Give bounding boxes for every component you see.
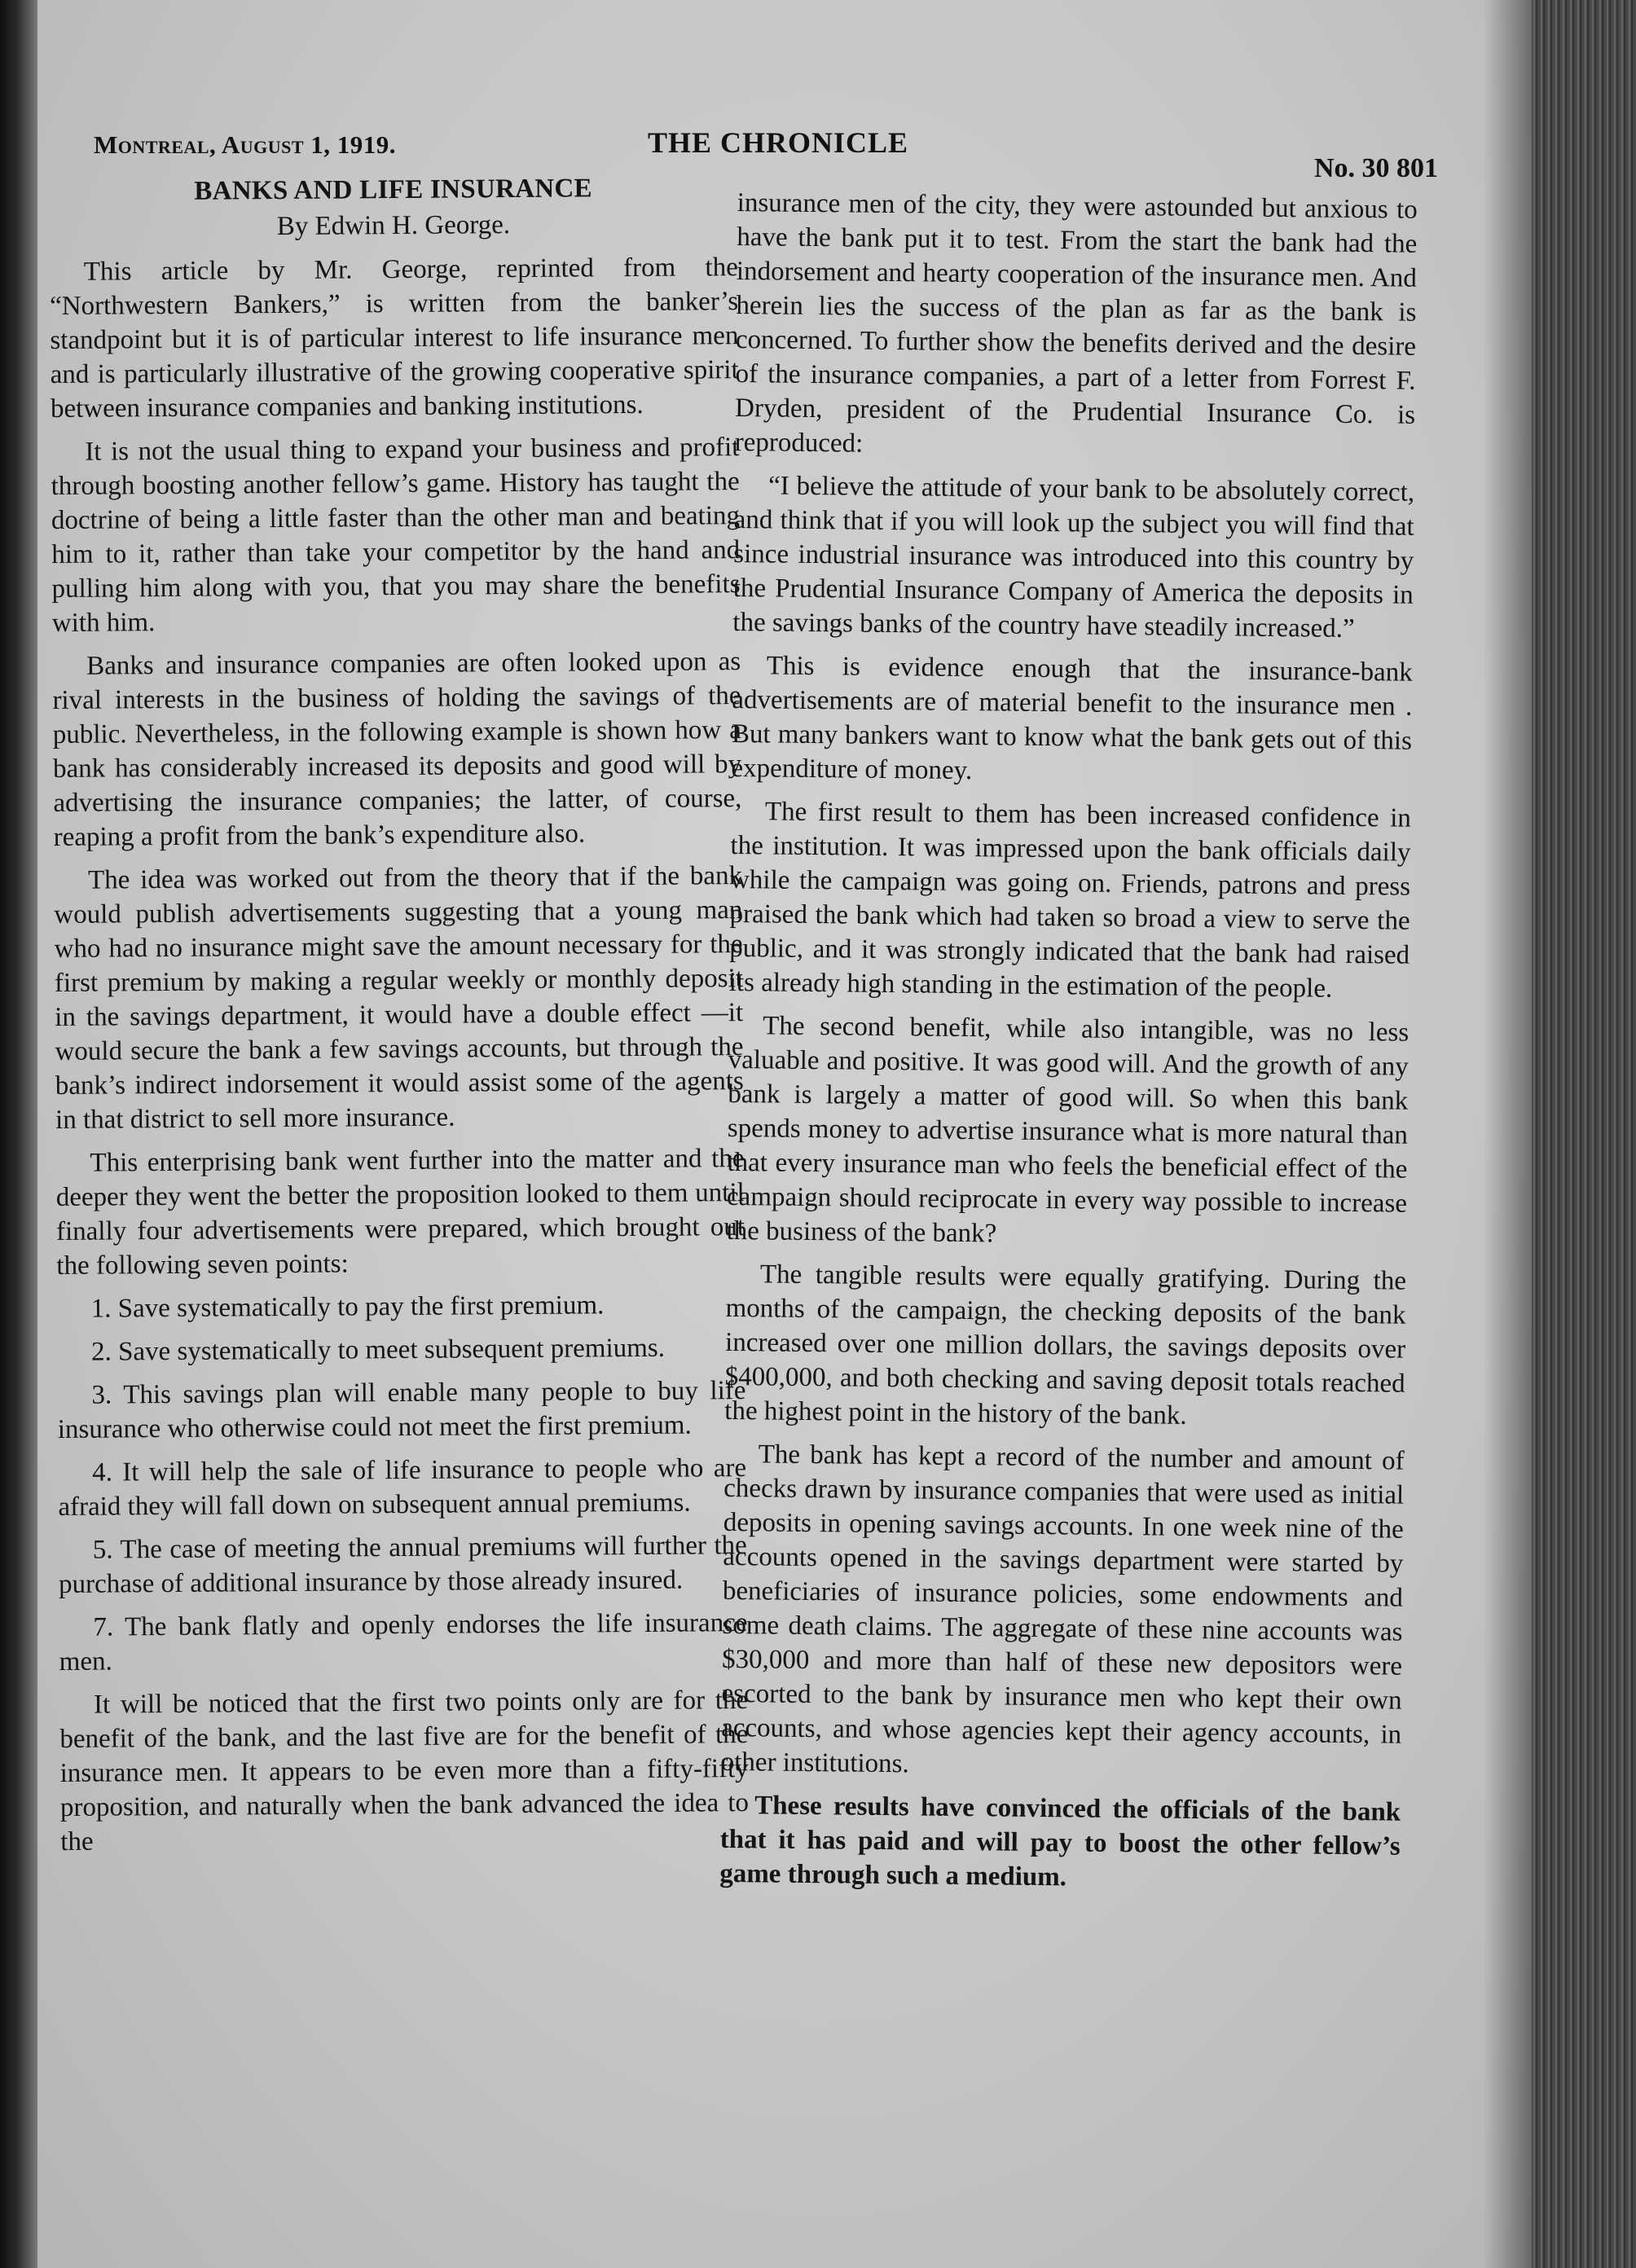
- paragraph-continued: insurance men of the city, they were astounded but anxious to have the bank put it to test. From the start the bank had the indorsement and hearty cooperation of the insurance men. And herein lies the success of the plan as far as the bank is concerned. To further show the benefits derived and the desire of the insurance companies, a part of a letter from Forrest F. Dryden, president of the Prudential Insurance Co. is reproduced:: [734, 187, 1418, 459]
- paragraph: Banks and insurance companies are often looked upon as rival interests in the business of holding the savings of the public. Nevertheless, in the following example is shown how a bank has considerably increased its deposits and good will by advertising the insurance companies; the latter, of course, reaping a profit from the bank’s expenditure also.: [52, 647, 742, 852]
- list-item: 1. Save systematically to pay the first premium.: [90, 1290, 605, 1324]
- list-item: 2. Save systematically to meet subsequent premiums.: [90, 1333, 666, 1367]
- publication-name: THE CHRONICLE: [648, 126, 909, 159]
- running-header: [94, 126, 1438, 183]
- issue-number: No. 30 801: [1313, 153, 1438, 183]
- page-curl-shadow: [1483, 0, 1533, 2268]
- list-item: 7. The bank flatly and openly endorses the life insurance men.: [59, 1608, 748, 1677]
- paragraph: The bank has kept a record of the number and amount of checks drawn by insurance companies that were used as initial deposits in opening savings accounts. In one week nine of the accounts opened in the savings department were started by beneficiaries of insurance policies, some endowments and some death claims. The aggregate of these nine accounts was $30,000 and more than half of these new depositors were escorted to the bank by insurance men who kept their own accounts, and whose agencies kept their agency accounts, in other institutions.: [720, 1439, 1405, 1779]
- paragraph: This enterprising bank went further into the matter and the deeper they went the better the proposition looked to them until finally four advertisements were prepared, which brought out the following seven points:: [55, 1144, 745, 1281]
- paragraph: The first result to them has been increased confidence in the institution. It was impressed upon the bank officials daily while the campaign was going on. Friends, patrons and press praised the bank which had taken so broad a view to serve the public, and it was strongly indicated that the bank had raised its already high standing in the estimation of the people.: [728, 797, 1412, 1004]
- paragraph: It will be noticed that the first two points only are for the benefit of the bank, and the last five are for the benefit of the insurance men. It appears to be even more than a fifty-fifty proposition, and naturally when the bank advanced the idea to the: [59, 1686, 750, 1857]
- paragraph: The second benefit, while also intangible, was no less valuable and positive. It was good will. And the growth of any bank is largely a matter of good will. So when this bank spends money to advertise insurance what is more natural than that every insurance man who feels the beneficial effect of the campaign should reciprocate in every way possible to increase the business of the bank?: [726, 1011, 1410, 1249]
- paragraph: This is evidence enough that the insurance-bank advertisements are of material benefit to the insurance men . But many bankers want to know what the bank gets out of this expenditure of money.: [731, 651, 1413, 786]
- book-page-edges: [1532, 0, 1636, 2268]
- paragraph: It is not the usual thing to expand your business and profit through boosting another fellow’s game. History has taught the doctrine of being a little faster than the other man and beating him to it, rather than take your competitor by the hand and pulling him along with you, that you may share the benefits with him.: [51, 433, 741, 638]
- quoted-letter: “I believe the attitude of your bank to be absolutely correct, and think that if you will look up the subject you will find that since industrial insurance was introduced into this country by the Prudential Insurance Company of America the deposits in the savings banks of the country have steadily increased.”: [732, 471, 1415, 644]
- right-column: [719, 186, 1418, 1907]
- list-item: 4. It will help the sale of life insurance to people who are afraid they will fall down on subsequent annual premiums.: [58, 1453, 747, 1522]
- list-item: 5. The case of meeting the annual premiums will further the purchase of additional insurance by those already insured.: [58, 1531, 747, 1599]
- paragraph: The idea was worked out from the theory that if the bank would publish advertisements suggesting that a young man who had no insurance might save the amount necessary for the first premium by making a regular weekly or monthly deposit in the savings department, it would have a double effect —it would secure the bank a few savings accounts, but through the bank’s indirect indorsement it would assist some of the agents in that district to sell more insurance.: [54, 861, 744, 1135]
- closing-paragraph: These results have convinced the officials of the bank that it has paid and will pay to boost the other fellow’s game through such a medium.: [719, 1791, 1401, 1892]
- list-item: 3. This savings plan will enable many people to buy life insurance who otherwise could not meet the first premium.: [57, 1376, 746, 1444]
- article-byline: By Edwin H. George.: [276, 210, 511, 242]
- article-title: BANKS AND LIFE INSURANCE: [194, 174, 593, 206]
- paragraph: This article by Mr. George, reprinted from the “Northwestern Bankers,” is written from the banker’s standpoint but it is of particular interest to life insurance men and is particularly illustrative of the growing cooperative spirit between insurance companies and banking institutions.: [49, 253, 739, 424]
- header-date: Montreal, August 1, 1919.: [94, 130, 397, 159]
- paragraph: The tangible results were equally gratifying. During the months of the campaign, the checking deposits of the bank increased over one million dollars, the savings deposits over $400,000, and both checking and saving deposit totals reached the highest point in the history of the bank.: [724, 1259, 1407, 1431]
- binding-shadow: [0, 0, 37, 2268]
- left-column: [49, 170, 749, 1868]
